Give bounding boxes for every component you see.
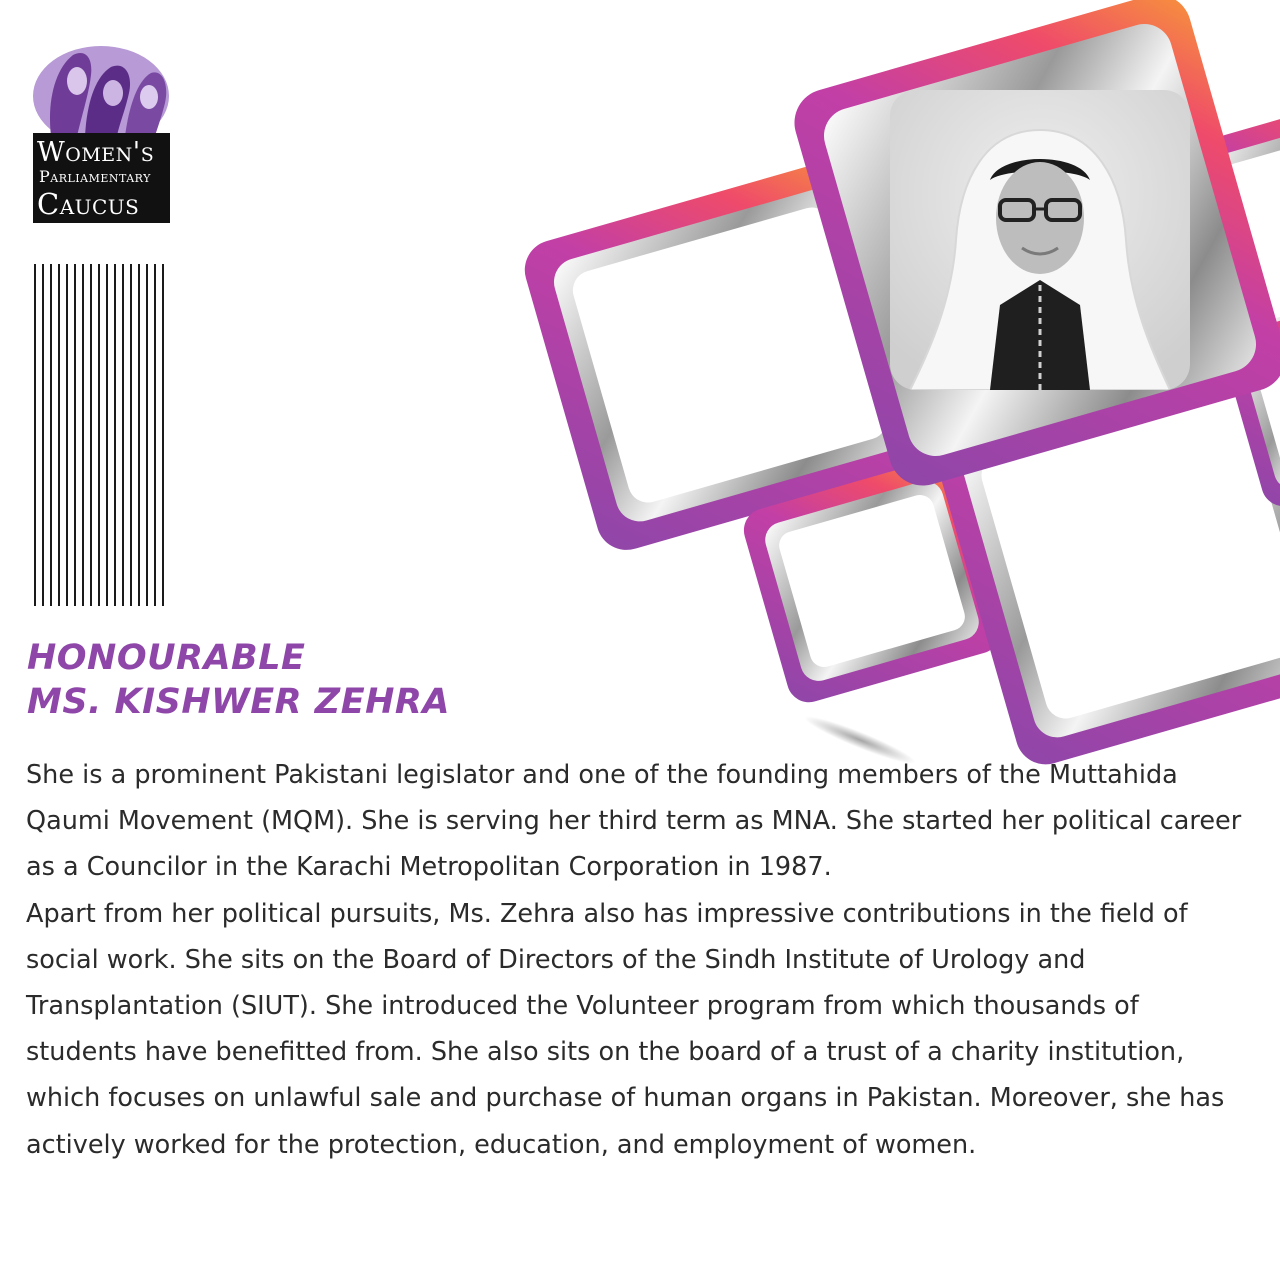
bio-paragraph-1: She is a prominent Pakistani legislator and one of the founding members of the Muttahida Qaumi Movement (MQM). She is serving her third term as MNA. She started her political career as a Councilor in the Karachi Metropolitan Corporation in 1987. — [26, 760, 1242, 883]
honorific-title: HONOURABLE — [27, 638, 306, 678]
logo-text-line2: Parliamentary — [39, 167, 151, 186]
profile-name: MS. KISHWER ZEHRA — [27, 682, 450, 722]
profile-heading — [27, 636, 450, 724]
logo-text-line3: Caucus — [37, 187, 140, 221]
bio-paragraph-2: Apart from her political pursuits, Ms. Zehra also has impressive contributions in the field of social work. She sits on the Board of Directors of the Sindh Institute of Urology and Transplantation (SIUT). She introduced the Volunteer program from which thousands of students have benefitted from. She also sits on the board of a trust of a charity institution, which focuses on unlawful sale and purchase of human organs in Pakistan. Moreover, she has actively worked for the protection, education, and employment of women. — [26, 898, 1225, 1160]
biography — [26, 752, 1256, 1168]
logo-text-line1: Women's — [37, 137, 155, 168]
portrait-photo — [890, 90, 1190, 390]
